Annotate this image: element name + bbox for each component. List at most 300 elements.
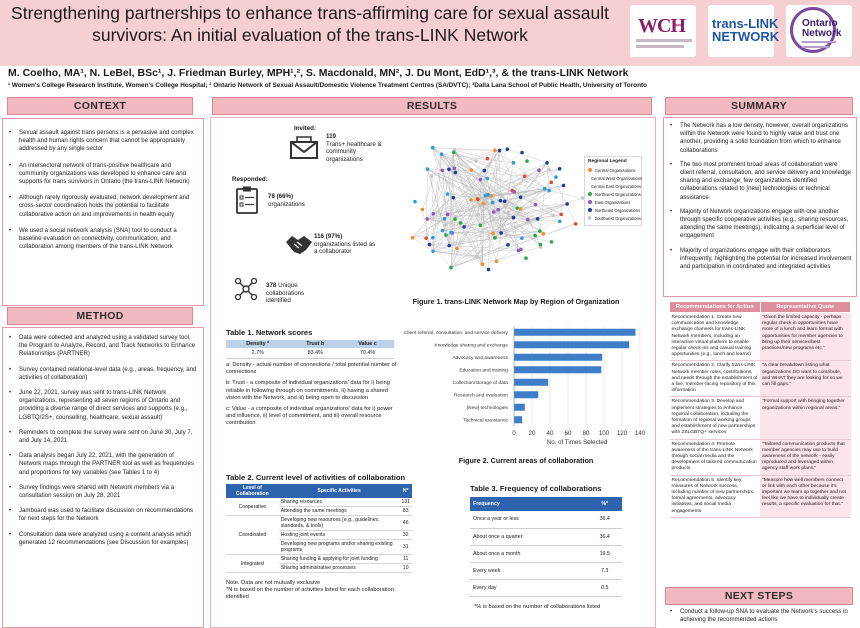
network-node [534,203,538,207]
network-node [482,198,486,202]
network-node [520,236,524,240]
table-header: N* [399,484,412,498]
collaboration-level-cell: Cooperative [226,498,279,516]
activity-cell: Sharing funding & applying for joint funding [279,555,400,564]
activity-cell: Attending the same meetings [279,507,400,516]
network-node [452,151,456,155]
table-header-row [670,302,851,313]
list-item: • Consultation data were analyzed using a content analysis which generated 12 recommendations (see Discussion for examples) [7,531,197,547]
network-node [446,213,450,217]
summary-heading: SUMMARY [665,97,853,115]
network-edge [431,176,433,214]
ontario-network-logo [786,5,852,57]
percent-cell: 7.3 [587,562,622,579]
network-node [431,249,435,253]
network-node [503,199,507,203]
bar [514,354,602,361]
frequency-cell: Every day [470,579,587,596]
network-node [431,146,435,150]
next-steps-heading: NEXT STEPS [665,587,853,605]
table-header: Level of Collaboration [226,484,279,498]
network-node [491,201,495,205]
count-cell: 31 [399,540,412,555]
bar [514,416,522,423]
network-node [453,217,457,221]
network-node [479,224,483,228]
summary-list [668,122,852,271]
legend-label: Central East Organizations [591,183,642,189]
invited-text: Trans+ healthcare & community organizations [326,140,382,163]
table-row [470,579,622,596]
network-node [479,178,483,182]
legend-label: East Organizations [595,199,631,205]
affiliations: ¹ Women's College Research Institute, Women's College Hospital; ² Ontario Network of Sexual Assault/Domestic Violence Treatment Centres (SA/DVTC); ³Dalla Lana School of Public Health, University of Toronto [8,82,648,89]
count-cell: 11 [399,555,412,564]
category-label: Collection/storage of data [452,380,508,386]
network-node [470,168,474,172]
network-node [426,167,430,171]
network-node [549,181,553,185]
trans-link-logo [708,5,780,57]
network-node [512,161,516,165]
method-heading: METHOD [7,307,193,325]
network-node [455,247,459,251]
x-axis-label: No. of Times Selected [546,439,608,446]
network-node [525,159,529,163]
network-node [506,243,510,247]
network-node [533,234,537,238]
table-header: Value c [341,340,394,348]
table-1-title: Table 1. Network scores [226,328,313,337]
network-node [523,174,527,178]
table-row [670,439,851,475]
network-node [454,171,458,175]
network-node [506,211,510,215]
category-label: Knowledge sharing and exchange [434,343,508,349]
context-heading: CONTEXT [7,97,193,115]
bar [514,379,548,386]
legend-item [585,166,641,174]
results-heading: RESULTS [212,97,652,115]
list-item: • Jamboard was used to facilitate discussion on recommendations for next steps for the Network [7,507,197,523]
count-cell: 10 [399,564,412,573]
table-row [670,397,851,439]
activity-cell: Developing new programs and/or sharing existing programs [279,540,400,555]
table-2-title: Table 2. Current level of activities of collaboration [226,473,406,482]
percent-cell: 36.4 [587,511,622,528]
table-cell: 83.4% [289,348,341,359]
category-label: Research and evaluation [453,393,508,399]
network-node [475,255,479,259]
network-edge [508,219,538,245]
network-node [452,196,456,200]
list-item: • Survey findings were shared with Network members via a consultation session on July 28, 2021 [7,484,197,500]
context-box [2,118,204,306]
envelope-icon [290,136,318,160]
list-item: • Sexual assault against trans persons is a pervasive and complex health and human rights concern that cannot be appropriately addressed by any single sector [7,129,197,154]
region-legend [584,156,642,226]
wch-logo [630,5,696,57]
authors: M. Coelho, MA¹, N. LeBel, BSc¹, J. Friedman Burley, MPH¹,², S. Macdonald, MN², J. Du Mont, EdD¹,³, & the trans-LINK Network [8,67,629,79]
network-node [498,149,502,153]
table-note: Note. Data are not mutually exclusive [226,580,321,586]
trans-link-logo-text: trans-LINK NETWORK [712,16,780,44]
network-node [537,168,541,172]
quote-cell: "Measure how well members connect or link with each other because it's important we team up together and not feel like we have to individually create results, a specific evaluation for that." [760,475,851,517]
list-item: • We used a social network analysis (SNA) tool to conduct a baseline evaluation on connectivity, communication, and collaboration among members of the trans-LINK Network [7,227,197,252]
network-edge [442,154,488,195]
network-node [562,184,566,188]
legend-swatch [588,216,591,220]
network-node [431,236,435,240]
quote-cell: "Formal support with bringing together organizations within regional areas." [760,397,851,439]
list-item: • An intersectoral network of trans-positive healthcare and community organizations was developed to enhance care and supports for trans survivors in Ontario (the trans-LINK Network) [7,162,197,187]
network-node [487,268,491,272]
network-node [538,229,542,233]
network-node [462,225,466,229]
ontario-network-logo-text: Network [802,28,842,39]
handshake-icon [284,232,314,256]
list-item: • Survey contained relational-level data (e.g., areas, frequency, and activities of collaboration) [7,366,197,382]
legend-swatch [588,168,592,172]
network-node [474,159,478,163]
network-node [441,229,445,233]
frequency-cell: About once a month [470,545,587,562]
table-row [226,498,412,507]
network-edge [482,247,540,264]
invited-stat [326,133,386,163]
network-node [481,262,485,266]
unique-collab-text: Unique collaborations identified [266,282,305,305]
context-list [7,129,197,251]
legend-label: Central West Organizations [591,175,643,181]
network-node [536,217,540,221]
quote-cell: "A clear breakdown listing what organizations DO want to contribute, and WHAT they are looking for so we can fill gaps." [760,361,851,397]
table-3-note: *% is based on the number of collaborations listed [474,604,601,610]
network-edge [433,251,518,252]
network-node [484,194,488,198]
legend-item [585,174,641,182]
network-edge [451,224,576,268]
table-note: *N is based on the number of activities listed for each collaboration identified [226,587,394,601]
network-node [554,175,558,179]
network-node [421,208,425,212]
network-edge [561,185,563,214]
next-steps-list [668,608,854,624]
table-row [670,313,851,361]
count-cell: 46 [399,516,412,531]
network-node [545,161,549,165]
collaboration-level-cell: Integrated [226,555,279,573]
network-node [503,204,507,208]
network-node [430,174,434,178]
table-header-row [226,484,412,498]
legend-item [585,206,641,214]
poster-header [0,0,860,66]
legend-item [585,182,641,190]
x-tick-label: 20 [528,430,536,437]
percent-cell: 19.5 [587,545,622,562]
invited-label: Invited: [294,125,317,132]
method-box [2,327,204,628]
network-node [519,248,523,252]
network-node [459,221,463,225]
network-node [519,195,523,199]
ontario-network-logo-line [802,46,830,48]
network-edge [422,154,441,209]
activity-cell: Sharing resources [279,498,400,507]
table-header: Density * [226,340,289,348]
x-tick-label: 60 [564,430,572,437]
list-item: • The Network has a low density, however, overall organizations within the Network were found to highly value and trust one another, providing a solid foundation from which to enhance collaborations [668,122,852,155]
table-header: Recommendations for Action [670,302,761,313]
count-cell: 83 [399,507,412,516]
bar [514,404,525,411]
x-tick-label: 0 [512,430,516,437]
table-row [226,555,412,564]
network-node [449,266,453,270]
wch-logo-line [636,45,684,48]
legend-item [585,190,641,198]
wch-logo-text: WCH [638,15,685,37]
table-row [226,348,394,359]
network-node [495,259,499,263]
category-label: Advocacy and awareness [452,355,508,361]
category-label: Client referral, consultation, and service delivery [403,330,508,336]
unique-collab-number: 378 [266,282,277,289]
table-row [670,475,851,517]
network-node [512,190,516,194]
network-node [558,167,562,171]
network-node [538,243,542,247]
network-node [520,151,524,155]
collaboration-level-cell: Coordinated [226,516,279,555]
network-node [476,198,480,202]
network-edge [426,169,427,238]
x-tick-label: 80 [582,430,590,437]
legend-swatch [588,208,592,212]
table-row [470,562,622,579]
network-node [499,231,503,235]
legend-label: Northwest Organizations [595,191,641,197]
network-node [541,232,545,236]
clipboard-icon [236,186,258,214]
table-header: Specific Activities [279,484,400,498]
responded-text: organizations [268,200,305,208]
count-cell: 32 [399,531,412,540]
table-header: Frequency [470,497,587,511]
table-cell: 2.7% [226,348,289,359]
collaborator-stat [314,233,380,256]
table-note: a: Density - actual number of connections / total potential number of connections [226,362,397,376]
list-item: • Data were collected and analyzed using a validated survey tool, the Program to Analyze, Record, and Track Networks to Enhance Relationships (PARTNER) [7,334,197,359]
network-node [496,208,500,212]
network-node [547,168,551,172]
list-item: • Majority of organizations engage with their collaborators infrequently, highlighting the potential for increased involvement and participation in coordinated and integrated activities [668,247,852,272]
table-row [670,361,851,397]
table-row [470,545,622,562]
network-node [552,214,556,218]
activity-cell: Developing new resources (e.g., guidelines, standards, & tools) [279,516,400,531]
network-node [506,147,510,151]
network-node [449,231,453,235]
frequency-cell: Once a year or less [470,511,587,528]
network-node [440,152,444,156]
network-node [493,236,497,240]
chart-grid [514,326,640,426]
list-item: • Although rarely rigorously evaluated, network development and cross-sector coordination holds the potential to facilitate collaborative action on and improvements in health equity [7,194,197,219]
network-node [469,198,473,202]
list-item: • Conduct a follow-up SNA to evaluate the Network's success in achieving the recommended actions [668,608,854,624]
network-node [486,157,490,161]
category-label: Education and training [459,368,508,374]
network-scores-table [226,340,394,359]
legend-item [585,198,641,206]
x-tick-label: 140 [634,430,646,437]
bar [514,341,629,348]
network-node [499,199,503,203]
network-node [444,233,448,237]
list-item: • Reminders to complete the survey were sent on June 30, July 7, and July 14, 2021 [7,429,197,445]
frequency-cell: Every week [470,562,587,579]
category-label: [New] technologies [466,405,508,411]
collaborator-number: 116 (97%) [314,233,343,240]
bar [514,329,636,336]
network-node [517,212,521,216]
network-node [492,210,496,214]
figure-2-caption: Figure 2. Current areas of collaboration [458,456,594,465]
table-row [470,511,622,528]
network-node [574,222,578,226]
unique-collab-stat [266,282,328,305]
legend-swatch [588,192,592,196]
bar [514,391,538,398]
network-node [547,189,551,193]
network-node [505,234,509,238]
responded-number: 78 (66%) [268,193,294,200]
activity-cell: Sharing administrative processes [279,564,400,573]
frequency-cell: About once a quarter [470,528,587,545]
network-node [443,217,447,221]
network-node [452,167,456,171]
x-tick-label: 120 [616,430,628,437]
network-node [512,216,516,220]
activities-table [226,484,412,573]
network-node [543,187,547,191]
poster-title: Strengthening partnerships to enhance trans-affirming care for sexual assault survivors: An initial evaluation of the trans-LINK Network [11,3,609,45]
legend-label: Northeast Organizations [595,207,641,213]
table-3-title: Table 3. Frequency of collaborations [470,484,602,493]
network-node [550,240,554,244]
network-node [411,236,415,240]
table-row [226,516,412,531]
table-header: Representative Quote [760,302,851,313]
table-header-row [226,340,394,348]
responded-label: Responded: [232,176,268,183]
table-header-row [470,497,622,511]
list-item: • Majority of Network organizations engage with one another through specific cooperative activities (e.g., sharing resources, attending the same meetings), indicating a superficial level of engagement [668,208,852,241]
table-1-notes [226,362,398,428]
count-cell: 131 [399,498,412,507]
network-node [493,148,497,152]
network-node [515,206,519,210]
bar [514,366,601,373]
activity-cell: Hosting joint events [279,531,400,540]
table-cell: 70.4% [341,348,394,359]
legend-swatch [588,200,592,204]
legend-item [585,214,641,222]
quote-cell: "Tailored communication products that member agencies may use to build awareness of the network - easily reproduced and leveraged within agency staff work plans." [760,439,851,475]
figure-1-caption: Figure 1. trans-LINK Network Map by Region of Organization [412,297,620,306]
ontario-network-logo-text: Ontario [802,18,838,29]
recommendation-cell: Recommendation 3. Develop and implement strategies to enhance regional collaboration, including the formation of regional working groups and establishment of new partnerships with 2SLGBTQ+ services [670,397,761,439]
legend-label: Southwest Organizations [594,215,641,221]
wch-logo-line [636,39,692,42]
percent-cell: 0.5 [587,579,622,596]
network-node [431,212,435,216]
table-note: c: Value - a composite of individual organizations' data for i) power and influence, ii) level of commitment, and iii) overall resource contribution [226,406,393,427]
network-node [477,213,481,217]
table-header: Trust b [289,340,341,348]
list-item: • June 22, 2021, survey was sent to trans-LINK Network organizations, representing all seven regions of Ontario and providing a diverse range of direct services and supports (e.g., LGBTQ/2S+, counselling, healthcare, sexual assault) [7,389,197,422]
collaborator-text: organizations listed as a collaborator [314,240,376,256]
frequency-table [470,497,622,597]
logo-group [630,5,855,57]
network-node [425,217,429,221]
network-node [489,194,493,198]
list-item: • The two most prominent broad areas of collaboration were client referral, consultation, and service delivery and knowledge sharing and exchange; few organizations identified collaborations related to [new] technologies or technical assistance [668,161,852,202]
method-list [7,334,197,547]
network-node [486,177,490,181]
network-node [447,244,451,248]
network-node [447,167,451,171]
region-legend-title: Regional Legend [588,159,627,164]
recommendation-cell: Recommendation 1. Create new communication and knowledge exchange channels for trans-LINK Network members, including an interactive virtual platform to enable regular check-ins and casual training opportunities (e.g., lunch and learns) [670,313,761,361]
quote-cell: "Given the limited capacity - perhaps regular check in opportunities have more of a lunch and learn format with opportunities for member agencies to bring up their services/best practices/new programs etc." [760,313,851,361]
recommendation-cell: Recommendation 4. Promote awareness of the trans-LINK Network through social media and the development of tailored communication products [670,439,761,475]
network-node [565,202,569,206]
network-node [428,243,432,247]
x-tick-label: 40 [546,430,554,437]
network-nodes-icon [234,277,258,301]
table-header: %* [587,497,622,511]
network-node [491,232,495,236]
network-node [524,256,528,260]
recommendation-cell: Recommendation 2. Clarify trans-LINK Network member roles, contributions, and needs through the establishment of a live, member-facing repository of this information [670,361,761,397]
network-node [519,207,523,211]
network-node [413,200,417,204]
network-node [424,236,428,240]
network-node [441,169,445,173]
region-legend-items [585,166,641,222]
table-2-notes [226,580,412,602]
network-node [483,169,487,173]
network-node [559,213,563,217]
responded-stat [268,193,328,208]
x-tick-label: 100 [598,430,610,437]
category-label: Technical assistance [463,418,508,424]
legend-label: Central Organizations [595,167,636,173]
network-node [558,220,562,224]
network-node [526,218,530,222]
invited-number: 119 [326,133,336,140]
table-row [470,528,622,545]
network-node [446,192,450,196]
ontario-network-logo-line [802,41,836,43]
summary-box [663,117,857,297]
recommendations-table [669,301,851,518]
network-edge [429,236,535,245]
